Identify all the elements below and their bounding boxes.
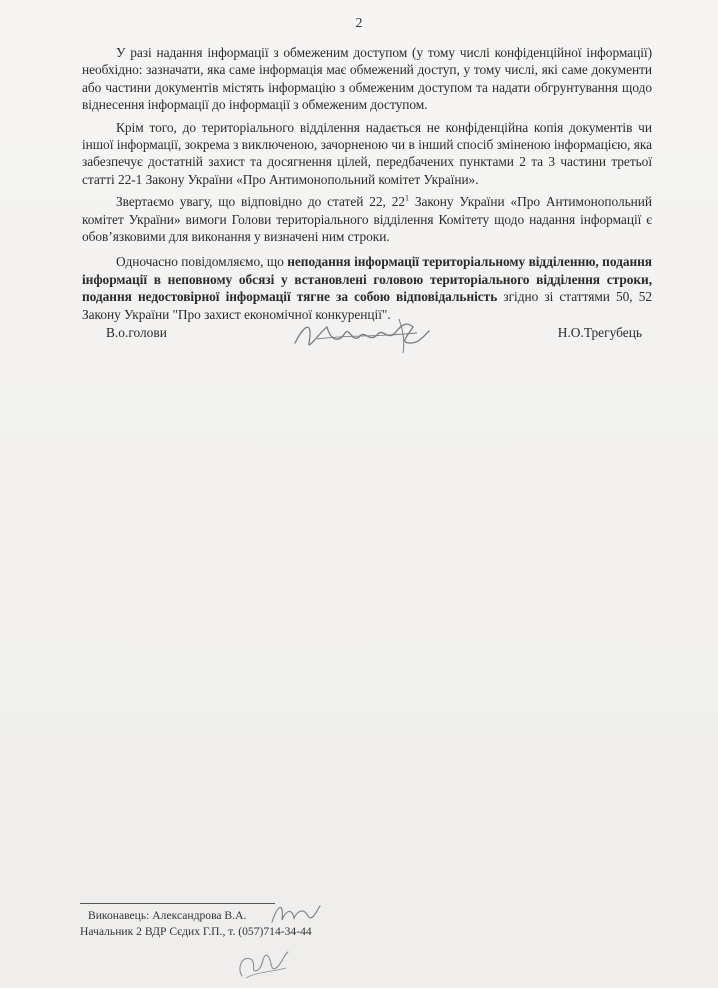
paragraph-restricted-info: У разі надання інформації з обмеженим доступом (у тому числі конфіденційної інформації) необхідно: зазначати, яка саме інформація має обмежений доступ, у тому числі, які саме документи або частини документів містять інформацію з обмеженим доступом та надати обгрунтування щодо віднесення інформації до інформації з обмеженим доступом.	[82, 45, 652, 113]
paragraph-liability-start: Одночасно повідомляємо, що	[116, 254, 288, 270]
approval-initials-mark	[268, 898, 323, 930]
footer-divider	[80, 903, 275, 904]
handwritten-signature	[287, 313, 437, 358]
executor-line: Виконавець: Александрова В.А.	[88, 909, 247, 922]
paragraph-attention	[82, 193, 652, 245]
paragraph-liability-end: згідно зі статтями 50, 52 Закону України "Про захист економічної конкуренції".	[82, 289, 652, 322]
paragraph-attention-start: Звертаємо увагу, що відповідно до статей 22, 22	[116, 194, 405, 210]
signer-name: Н.О.Трегубець	[557, 325, 642, 340]
head-of-department-line: Начальник 2 ВДР Сєдих Г.П., т. (057)714-34-44	[80, 925, 312, 938]
paragraph-nonconfidential-copy: Крім того, до територіального відділення надається не конфіденційна копія документів чи іншої інформації, зокрема з виключеною, зачорненою чи в інший спосіб зміненою інформацією, яка забезпечує достатній захист та досягнення цілей, передбачених пунктами 2 та 3 частини третьої статті 22-1 Закону України «Про Антимонопольний комітет України».	[82, 119, 652, 187]
signature-row	[82, 315, 652, 365]
letter-body	[82, 44, 652, 328]
signer-title: В.о.голови	[106, 325, 167, 340]
page-number: 2	[355, 16, 363, 31]
article-superscript: 1	[405, 193, 409, 203]
paragraph-attention-end: Закону України «Про Антимонопольний комітет України» вимоги Голови територіального відділення Комітету щодо надання інформації є обов’язковими для виконання у визначені ним строки.	[82, 194, 652, 245]
second-initials-mark	[232, 942, 292, 982]
paragraph-liability-bold: неподання інформації територіальному відділенню, подання інформації в неповному обсязі у встановлені головою територіального відділення строки, подання недостовірної інформації тягне за собою відповідальність	[82, 254, 652, 305]
